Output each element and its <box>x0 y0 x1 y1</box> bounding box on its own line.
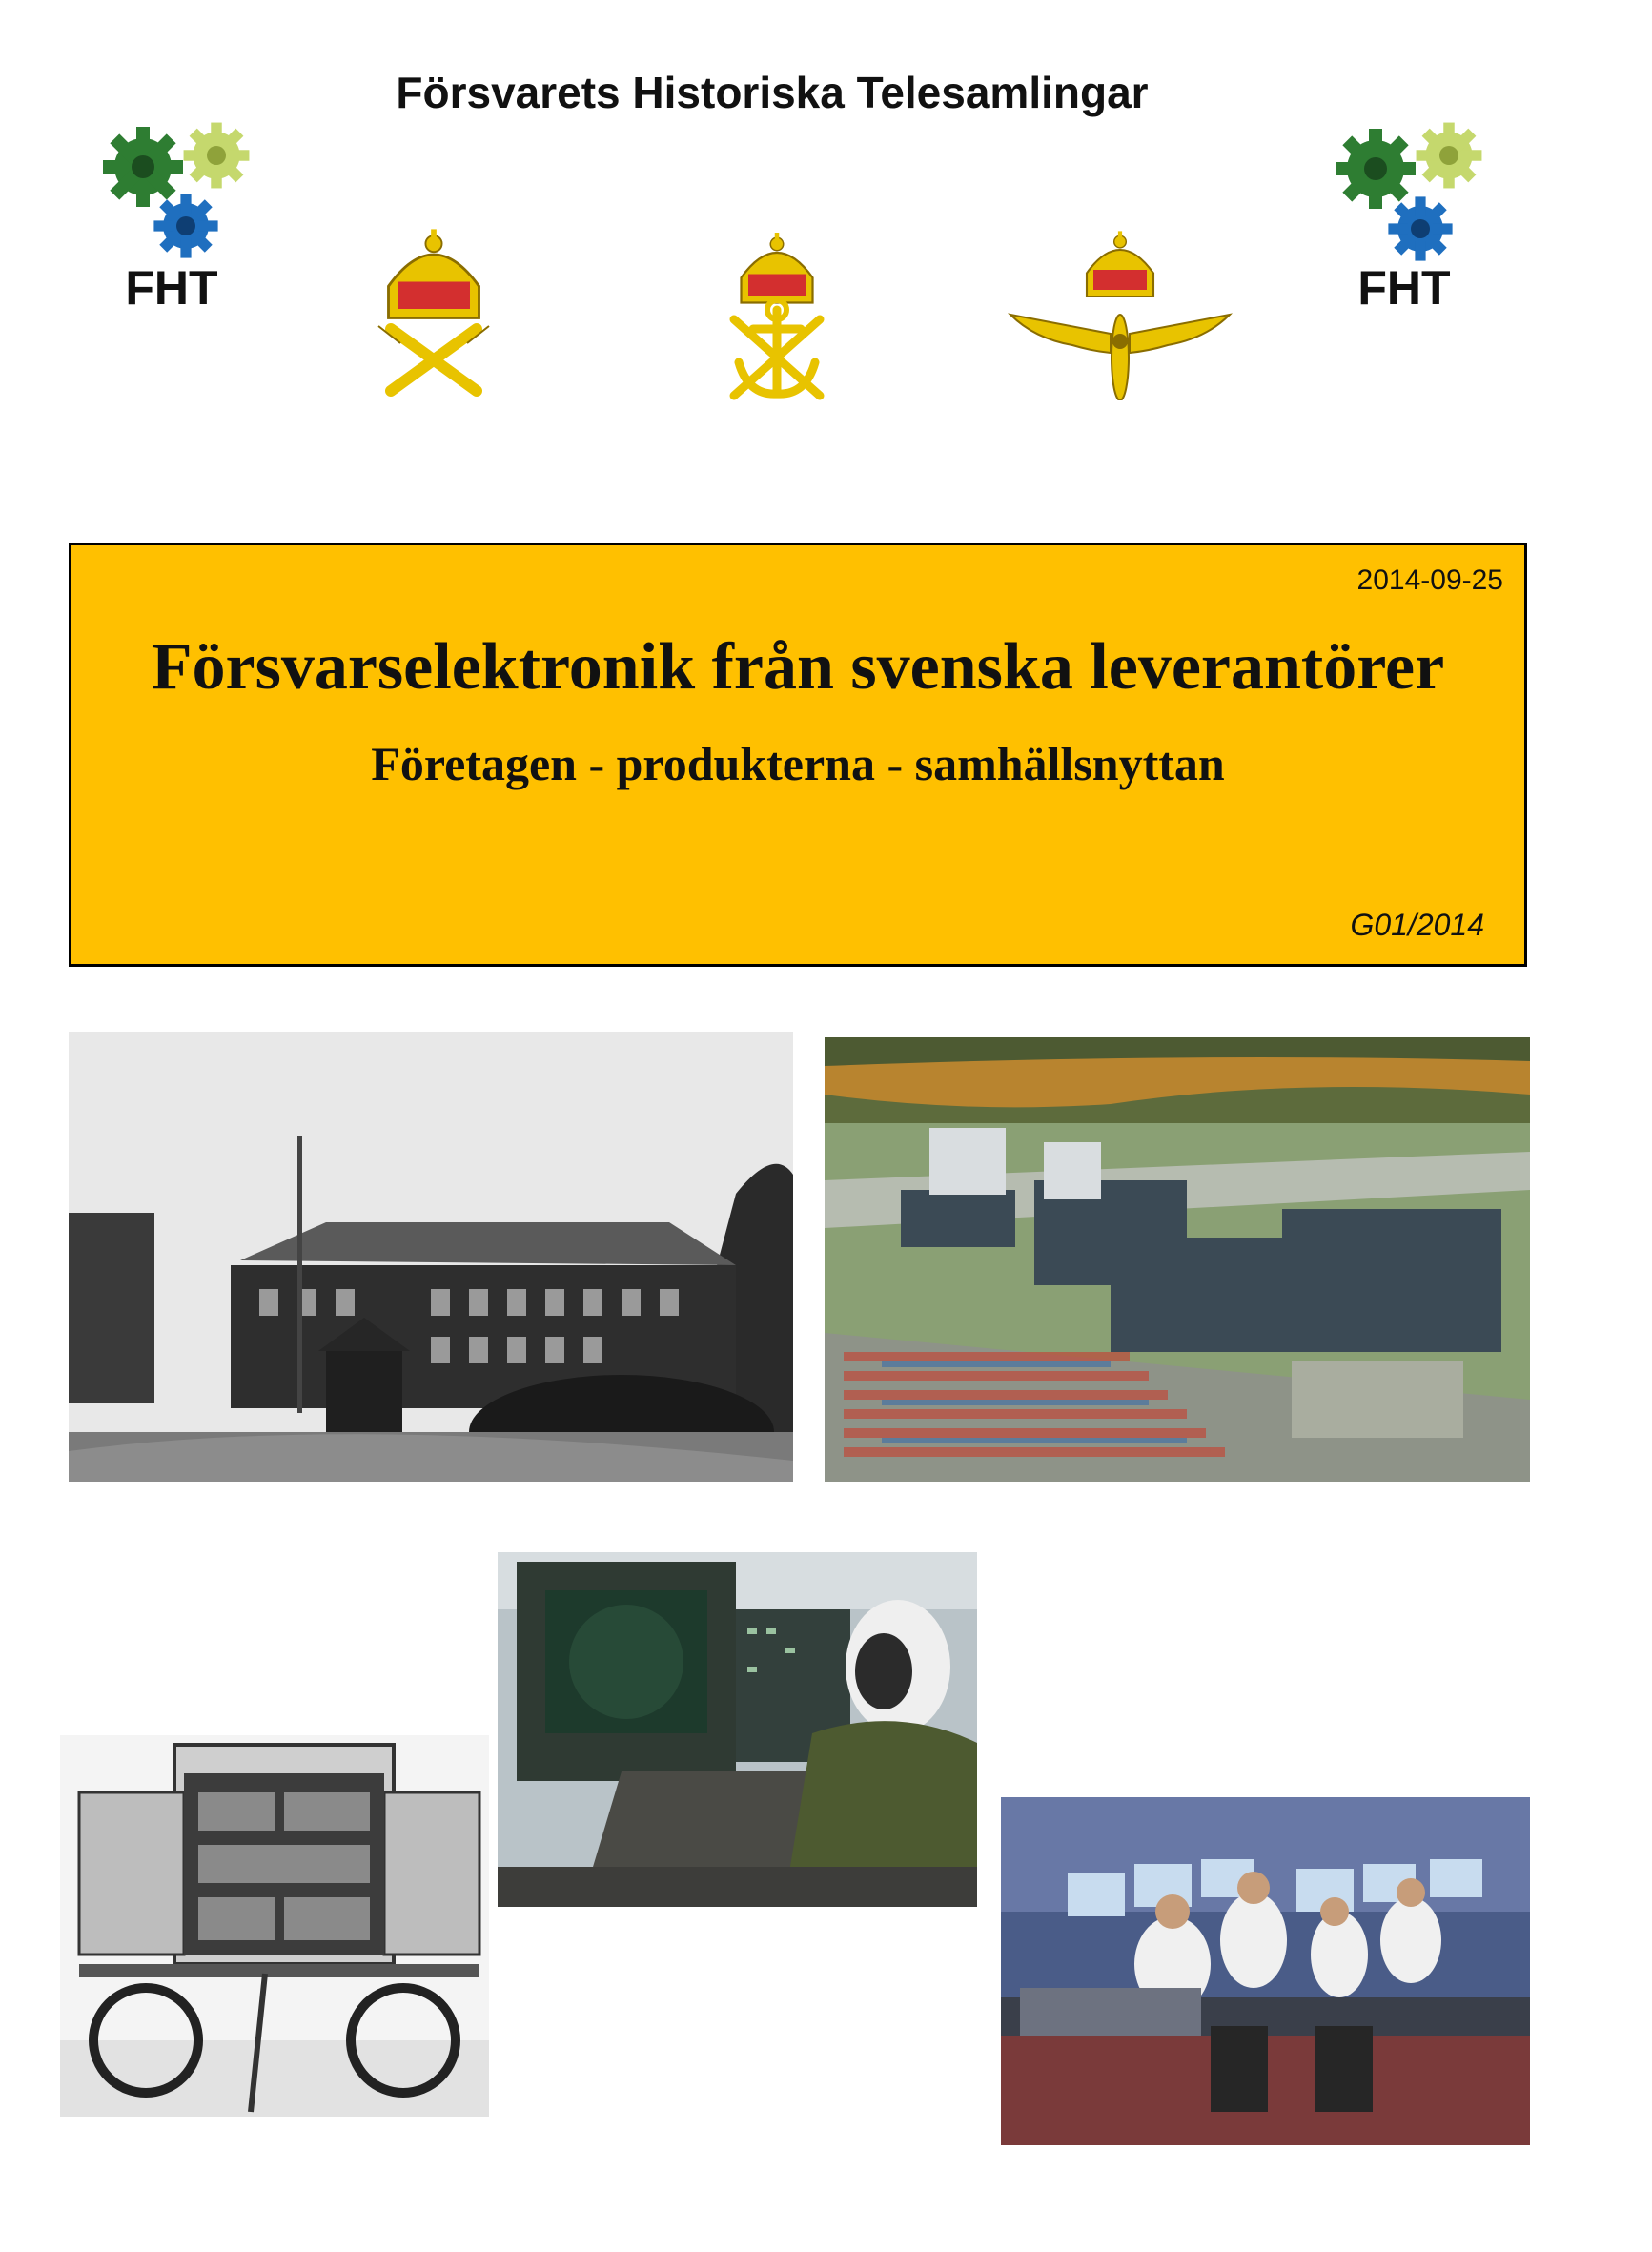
modern-facility-aerial-photo <box>825 1037 1530 1482</box>
document-title: Försvarselektronik från svenska leverantörer <box>151 630 1445 704</box>
fht-logo-right-text: FHT <box>1357 261 1451 315</box>
publication-date: 2014-09-25 <box>1356 564 1503 596</box>
navy-emblem-icon <box>710 215 844 400</box>
gears-icon <box>100 119 272 262</box>
field-radio-trailer-photo <box>60 1735 489 2117</box>
fht-logo-right <box>1333 119 1504 338</box>
fht-logo-left-text: FHT <box>125 261 218 315</box>
gears-icon <box>1333 119 1504 262</box>
document-subtitle: Företagen - produkterna - samhällsnyttan <box>371 737 1225 790</box>
title-banner <box>69 543 1527 967</box>
fht-logo-left <box>100 119 272 338</box>
control-room-photo <box>1001 1797 1530 2145</box>
radar-operator-photo <box>498 1552 977 1907</box>
airforce-emblem-icon <box>1006 219 1234 400</box>
organization-name: Försvarets Historiska Telesamlingar <box>396 68 1149 117</box>
document-code: G01/2014 <box>1350 908 1484 942</box>
army-emblem-icon <box>367 210 500 400</box>
old-factory-photo <box>69 1032 793 1482</box>
